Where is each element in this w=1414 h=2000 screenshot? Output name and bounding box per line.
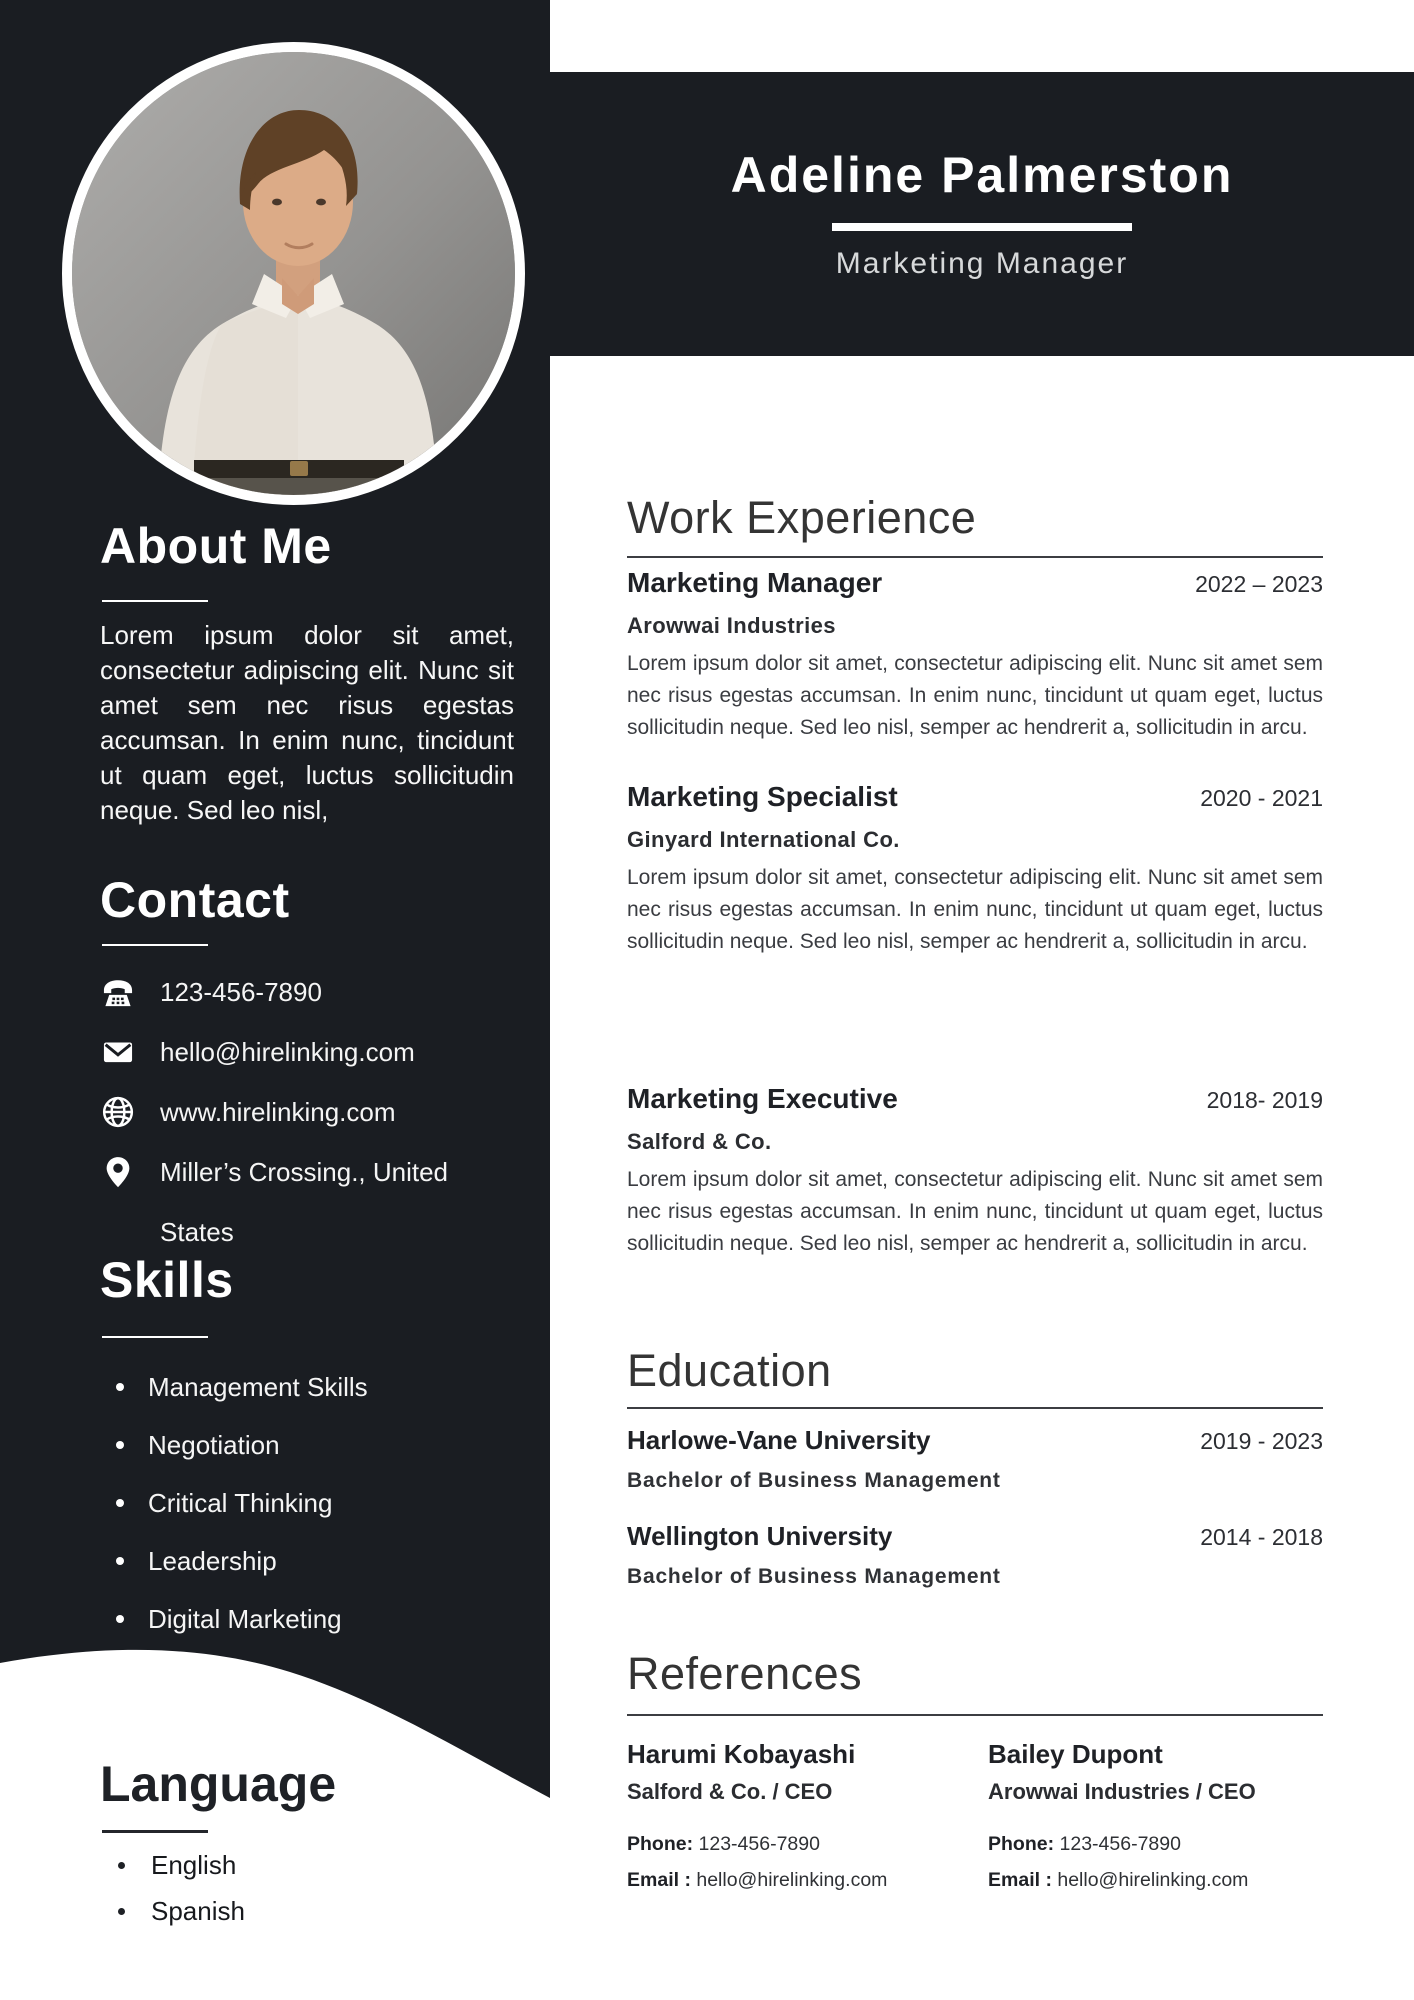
reference-role: Arowwai Industries / CEO — [988, 1779, 1256, 1804]
education-entry-head — [627, 1424, 1323, 1456]
globe-icon — [100, 1082, 144, 1142]
degree-name: Bachelor of Business Management — [627, 1469, 1001, 1492]
phone-icon — [100, 962, 144, 1022]
reference-card — [988, 1738, 1323, 1892]
reference-email-row — [988, 1868, 1323, 1892]
job-title: Marketing Executive — [627, 1083, 898, 1114]
bullet-icon — [118, 1862, 125, 1869]
education-entry — [627, 1520, 1323, 1590]
language-list — [118, 1842, 245, 1934]
skill-label: Management Skills — [148, 1372, 368, 1402]
language-label: Spanish — [151, 1896, 245, 1926]
bullet-icon — [116, 1557, 124, 1565]
bullet-icon — [116, 1441, 124, 1449]
education-rule — [627, 1407, 1323, 1409]
job-company: Salford & Co. — [627, 1129, 772, 1154]
job-company: Ginyard International Co. — [627, 827, 900, 852]
contact-heading: Contact — [100, 872, 290, 928]
references-rule — [627, 1714, 1323, 1716]
job-description: Lorem ipsum dolor sit amet, consectetur adipiscing elit. Nunc sit amet sem nec risus egestas accumsan. In enim nunc, tincidunt ut quam eget, luctus sollicitudin neque. Sed leo nisl, semper ac hendrerit a, sollicitudin in arcu. — [627, 866, 1323, 953]
job-title: Marketing Specialist — [627, 781, 898, 812]
phone-value: 123-456-7890 — [1059, 1833, 1181, 1855]
contact-item-address — [100, 1142, 512, 1262]
work-entry — [627, 566, 1323, 744]
job-title: Marketing Manager — [627, 567, 883, 598]
skill-item — [116, 1416, 368, 1474]
contact-list — [100, 962, 512, 1262]
phone-value: 123-456-7890 — [698, 1833, 820, 1855]
bullet-icon — [116, 1615, 124, 1623]
contact-underline — [102, 944, 208, 946]
about-text: Lorem ipsum dolor sit amet, consectetur adipiscing elit. Nunc sit amet sem nec risus egestas accumsan. In enim nunc, tincidunt ut quam eget, luctus sollicitudin neque. Sed leo nisl, — [100, 620, 514, 825]
education-entry — [627, 1424, 1323, 1494]
location-pin-icon — [100, 1142, 144, 1202]
contact-website-text: www.hirelinking.com — [160, 1097, 396, 1127]
job-description: Lorem ipsum dolor sit amet, consectetur adipiscing elit. Nunc sit amet sem nec risus egestas accumsan. In enim nunc, tincidunt ut quam eget, luctus sollicitudin neque. Sed leo nisl, semper ac hendrerit a, sollicitudin in arcu. — [627, 652, 1323, 739]
skills-heading: Skills — [100, 1252, 234, 1308]
skill-item — [116, 1358, 368, 1416]
language-heading: Language — [100, 1756, 337, 1812]
job-dates: 2018- 2019 — [1206, 1087, 1323, 1113]
profile-photo-illustration — [72, 52, 515, 495]
person-job-title: Marketing Manager — [835, 247, 1129, 280]
phone-label: Phone: — [988, 1833, 1055, 1855]
bullet-icon — [116, 1499, 124, 1507]
about-underline — [102, 600, 208, 602]
about-heading: About Me — [100, 518, 332, 574]
references-heading: References — [627, 1648, 863, 1699]
work-entry-head — [627, 780, 1323, 814]
work-entry-head — [627, 1082, 1323, 1116]
main-column — [627, 0, 1323, 2000]
email-label: Email : — [627, 1869, 691, 1891]
reference-name: Harumi Kobayashi — [627, 1739, 856, 1769]
skill-label: Negotiation — [148, 1430, 280, 1460]
skills-underline — [102, 1336, 208, 1338]
education-entry-head — [627, 1520, 1323, 1552]
job-description: Lorem ipsum dolor sit amet, consectetur adipiscing elit. Nunc sit amet sem nec risus egestas accumsan. In enim nunc, tincidunt ut quam eget, luctus sollicitudin neque. Sed leo nisl, semper ac hendrerit a, sollicitudin in arcu. — [627, 1168, 1323, 1255]
references-columns — [627, 1738, 1323, 1892]
school-name: Wellington University — [627, 1521, 893, 1551]
skill-item — [116, 1590, 368, 1648]
skill-label: Digital Marketing — [148, 1604, 342, 1634]
work-entry — [627, 1082, 1323, 1260]
reference-name: Bailey Dupont — [988, 1739, 1163, 1769]
bullet-icon — [116, 1383, 124, 1391]
language-label: English — [151, 1850, 237, 1880]
profile-photo — [62, 42, 525, 505]
skill-item — [116, 1474, 368, 1532]
phone-label: Phone: — [627, 1833, 694, 1855]
skill-label: Critical Thinking — [148, 1488, 333, 1518]
language-underline — [102, 1830, 208, 1833]
contact-item-website — [100, 1082, 512, 1142]
skill-label: Leadership — [148, 1546, 277, 1576]
contact-email-text: hello@hirelinking.com — [160, 1037, 415, 1067]
language-item — [118, 1842, 245, 1888]
education-dates: 2014 - 2018 — [1200, 1524, 1323, 1550]
work-entry-head — [627, 566, 1323, 600]
skills-list — [116, 1358, 368, 1648]
email-value: hello@hirelinking.com — [1057, 1869, 1249, 1891]
education-heading: Education — [627, 1345, 832, 1396]
reference-role: Salford & Co. / CEO — [627, 1779, 833, 1804]
mail-icon — [100, 1022, 144, 1082]
skill-item — [116, 1532, 368, 1590]
contact-item-email — [100, 1022, 512, 1082]
job-dates: 2020 - 2021 — [1200, 785, 1323, 811]
sidebar — [0, 0, 550, 1850]
contact-item-phone — [100, 962, 512, 1022]
job-company: Arowwai Industries — [627, 613, 836, 638]
contact-address-text: Miller’s Crossing., United States — [160, 1157, 449, 1247]
job-dates: 2022 – 2023 — [1195, 571, 1323, 597]
reference-card — [627, 1738, 988, 1892]
work-experience-rule — [627, 556, 1323, 558]
education-dates: 2019 - 2023 — [1200, 1428, 1323, 1454]
reference-phone-row — [988, 1832, 1323, 1856]
reference-phone-row — [627, 1832, 988, 1856]
language-item — [118, 1888, 245, 1934]
degree-name: Bachelor of Business Management — [627, 1565, 1001, 1588]
person-name: Adeline Palmerston — [730, 147, 1234, 203]
reference-email-row — [627, 1868, 988, 1892]
email-value: hello@hirelinking.com — [696, 1869, 888, 1891]
contact-phone-text: 123-456-7890 — [160, 977, 322, 1007]
bullet-icon — [118, 1908, 125, 1915]
work-entry — [627, 780, 1323, 958]
work-experience-heading: Work Experience — [627, 492, 977, 543]
school-name: Harlowe-Vane University — [627, 1425, 931, 1455]
email-label: Email : — [988, 1869, 1052, 1891]
